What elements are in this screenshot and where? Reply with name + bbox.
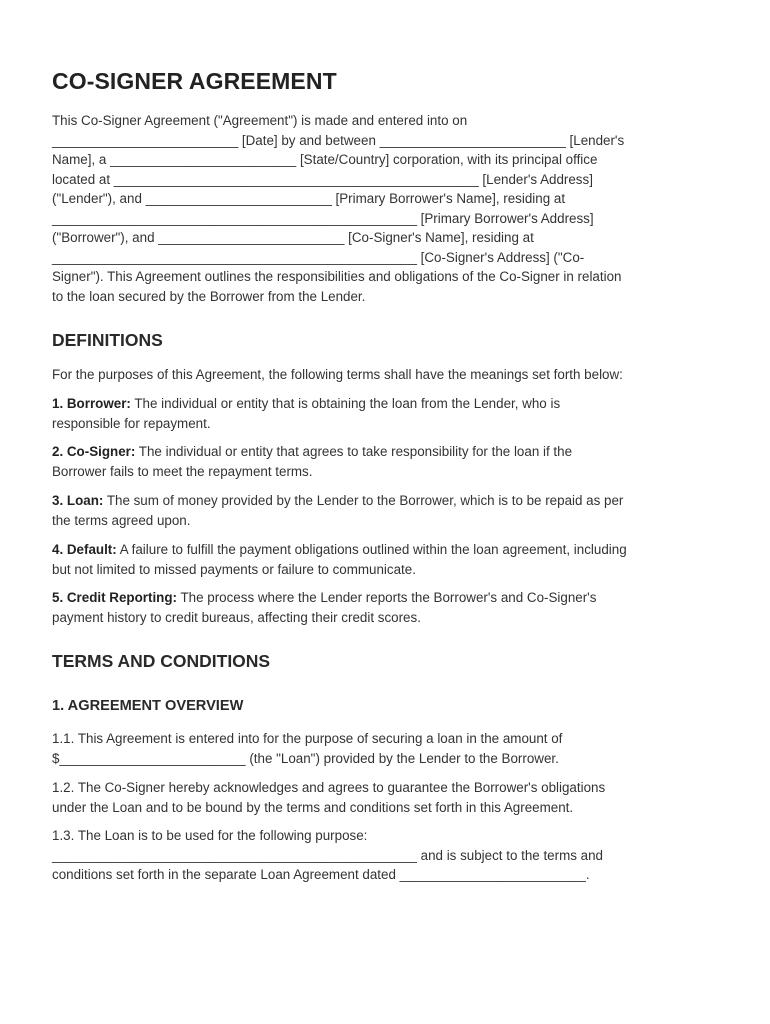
definition-line [52, 394, 722, 414]
intro-paragraph [52, 111, 722, 306]
intro-line: Signer"). This Agreement outlines the responsibilities and obligations of the Co-Signer in relation [52, 269, 622, 284]
definition-term: 1. Borrower: [52, 396, 131, 411]
intro-line: This Co-Signer Agreement ("Agreement") is made and entered into on [52, 113, 468, 128]
definition-line [52, 442, 722, 462]
intro-line: ("Lender"), and _________________________ [Primary Borrower's Name], residing at [52, 191, 566, 206]
agreement-overview-heading: 1. AGREEMENT OVERVIEW [52, 698, 244, 714]
terms-heading: TERMS AND CONDITIONS [52, 651, 271, 671]
definition-term: 2. Co-Signer: [52, 444, 136, 459]
definition-text: The individual or entity that is obtaining the loan from the Lender, who is [130, 396, 561, 411]
intro-line: located at _________________________________________________ [Lender's Address] [52, 171, 593, 187]
definition-line: the terms agreed upon. [52, 512, 191, 528]
definitions-intro-text: For the purposes of this Agreement, the following terms shall have the meanings set forth below: [52, 367, 623, 382]
definition-term: 3. Loan: [52, 493, 104, 508]
definition-line [52, 540, 722, 560]
definition-loan [52, 491, 722, 530]
clause-line: 1.3. The Loan is to be used for the following purpose: [52, 828, 368, 843]
definition-text: A failure to fulfill the payment obligations outlined within the loan agreement, including [116, 542, 627, 557]
intro-line: Name], a _________________________ [State/Country] corporation, with its principal office [52, 152, 598, 167]
definition-credit-reporting [52, 588, 722, 627]
intro-line: _________________________ [Date] by and between _________________________ [Lender's [52, 132, 625, 148]
definition-text: The sum of money provided by the Lender to the Borrower, which is to be repaid as per [103, 493, 624, 508]
clause-line: under the Loan and to be bound by the terms and conditions set forth in this Agreement. [52, 799, 574, 815]
definition-line [52, 588, 722, 608]
definition-line: Borrower fails to meet the repayment terms. [52, 463, 313, 479]
intro-line: to the loan secured by the Borrower from the Lender. [52, 288, 366, 304]
clause-line: _________________________________________________ and is subject to the terms and [52, 847, 603, 863]
intro-line: _________________________________________________ [Primary Borrower's Address] [52, 210, 594, 226]
definitions-heading: DEFINITIONS [52, 330, 163, 350]
definition-term: 5. Credit Reporting: [52, 590, 177, 605]
clause-line: conditions set forth in the separate Loan Agreement dated _________________________. [52, 867, 590, 882]
definition-line [52, 491, 722, 511]
definition-co-signer [52, 442, 722, 481]
clause-1-1 [52, 729, 722, 768]
definition-borrower [52, 394, 722, 433]
definitions-intro [52, 365, 722, 385]
definition-term: 4. Default: [52, 542, 117, 557]
definition-line: payment history to credit bureaus, affecting their credit scores. [52, 609, 421, 625]
definition-text: The individual or entity that agrees to take responsibility for the loan if the [135, 444, 573, 459]
clause-line: 1.2. The Co-Signer hereby acknowledges and agrees to guarantee the Borrower's obligations [52, 780, 606, 795]
intro-line: ("Borrower"), and _________________________ [Co-Signer's Name], residing at [52, 230, 534, 245]
definition-default [52, 540, 722, 579]
clause-1-2 [52, 778, 722, 817]
document-title: CO-SIGNER AGREEMENT [52, 68, 337, 94]
clause-line: 1.1. This Agreement is entered into for the purpose of securing a loan in the amount of [52, 731, 563, 746]
clause-line: $_________________________ (the "Loan") provided by the Lender to the Borrower. [52, 750, 559, 766]
clause-1-3 [52, 826, 722, 885]
definition-line: responsible for repayment. [52, 415, 211, 431]
definition-line: but not limited to missed payments or failure to communicate. [52, 561, 416, 577]
definition-text: The process where the Lender reports the Borrower's and Co-Signer's [176, 590, 597, 605]
intro-line: _________________________________________________ [Co-Signer's Address] ("Co- [52, 249, 585, 265]
